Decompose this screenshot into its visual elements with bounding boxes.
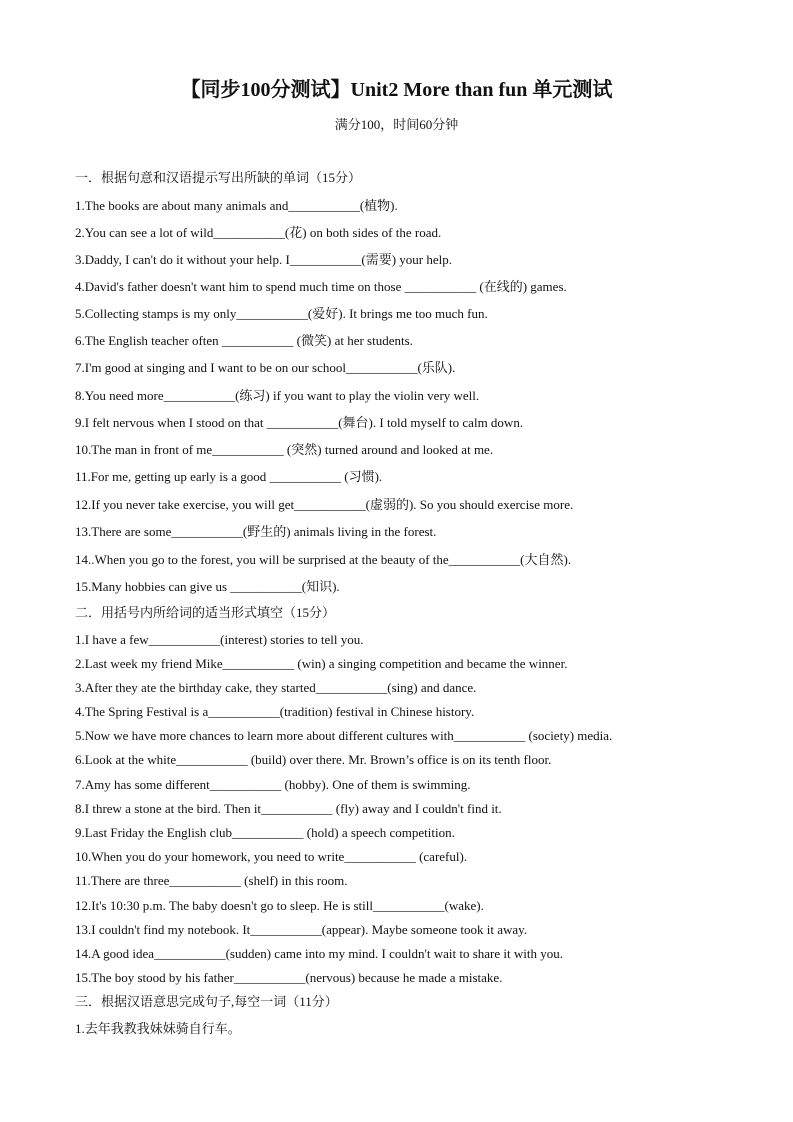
question-item: 1.The books are about many animals and___________(植物). <box>75 198 398 213</box>
section-1-heading: 一．根据句意和汉语提示写出所缺的单词（15分） <box>75 170 362 185</box>
section-2-heading: 二．用括号内所给词的适当形式填空（15分） <box>75 605 336 620</box>
question-item: 11.For me, getting up early is a good ___________ (习惯). <box>75 469 383 484</box>
page-subtitle: 满分100，时间60分钟 <box>334 117 459 132</box>
question-item: 12.If you never take exercise, you will get___________(虚弱的). So you should exercise more. <box>75 497 574 512</box>
question-item: 13.There are some___________(野生的) animals living in the forest. <box>75 524 437 539</box>
question-item: 2.Last week my friend Mike___________ (win) a singing competition and became the winner. <box>75 656 568 671</box>
question-item: 6.Look at the white___________ (build) over there. Mr. Brown’s office is on its tenth floor. <box>75 752 552 767</box>
question-item: 3.After they ate the birthday cake, they started___________(sing) and dance. <box>75 680 477 695</box>
question-item: 11.There are three___________ (shelf) in this room. <box>75 873 348 888</box>
question-item: 15.Many hobbies can give us ___________(知识). <box>75 579 340 594</box>
section-3-heading: 三．根据汉语意思完成句子,每空一词（11分） <box>75 994 338 1009</box>
question-item: 9.I felt nervous when I stood on that ___________(舞台). I told myself to calm down. <box>75 415 524 430</box>
question-item: 8.I threw a stone at the bird. Then it___________ (fly) away and I couldn't find it. <box>75 801 502 816</box>
question-item: 5.Collecting stamps is my only___________(爱好). It brings me too much fun. <box>75 306 488 321</box>
question-item: 12.It's 10:30 p.m. The baby doesn't go to sleep. He is still___________(wake). <box>75 898 484 913</box>
page-title: 【同步100分测试】Unit2 More than fun 单元测试 <box>180 79 613 101</box>
question-item: 10.The man in front of me___________ (突然) turned around and looked at me. <box>75 442 494 457</box>
question-item: 2.You can see a lot of wild___________(花) on both sides of the road. <box>75 225 442 240</box>
question-item: 8.You need more___________(练习) if you want to play the violin very well. <box>75 388 480 403</box>
question-item: 1.I have a few___________(interest) stories to tell you. <box>75 632 364 647</box>
question-item: 14..When you go to the forest, you will be surprised at the beauty of the___________(大自然). <box>75 552 572 567</box>
question-item: 6.The English teacher often ___________ (微笑) at her students. <box>75 333 413 348</box>
question-item: 10.When you do your homework, you need to write___________ (careful). <box>75 849 468 864</box>
question-item: 14.A good idea___________(sudden) came into my mind. I couldn't wait to share it with you. <box>75 946 563 961</box>
question-item: 4.David's father doesn't want him to spend much time on those ___________ (在线的) games. <box>75 279 567 294</box>
question-item: 15.The boy stood by his father___________(nervous) because he made a mistake. <box>75 970 503 985</box>
question-item: 13.I couldn't find my notebook. It___________(appear). Maybe someone took it away. <box>75 922 528 937</box>
question-item: 3.Daddy, I can't do it without your help. I___________(需要) your help. <box>75 252 452 267</box>
question-item: 7.I'm good at singing and I want to be on our school___________(乐队). <box>75 360 456 375</box>
question-item: 4.The Spring Festival is a___________(tradition) festival in Chinese history. <box>75 704 475 719</box>
question-item: 5.Now we have more chances to learn more about different cultures with___________ (society) media. <box>75 728 613 743</box>
question-item: 9.Last Friday the English club___________ (hold) a speech competition. <box>75 825 455 840</box>
question-item: 7.Amy has some different___________ (hobby). One of them is swimming. <box>75 777 471 792</box>
question-item: 1.去年我教我妹妹骑自行车。 <box>75 1021 241 1036</box>
